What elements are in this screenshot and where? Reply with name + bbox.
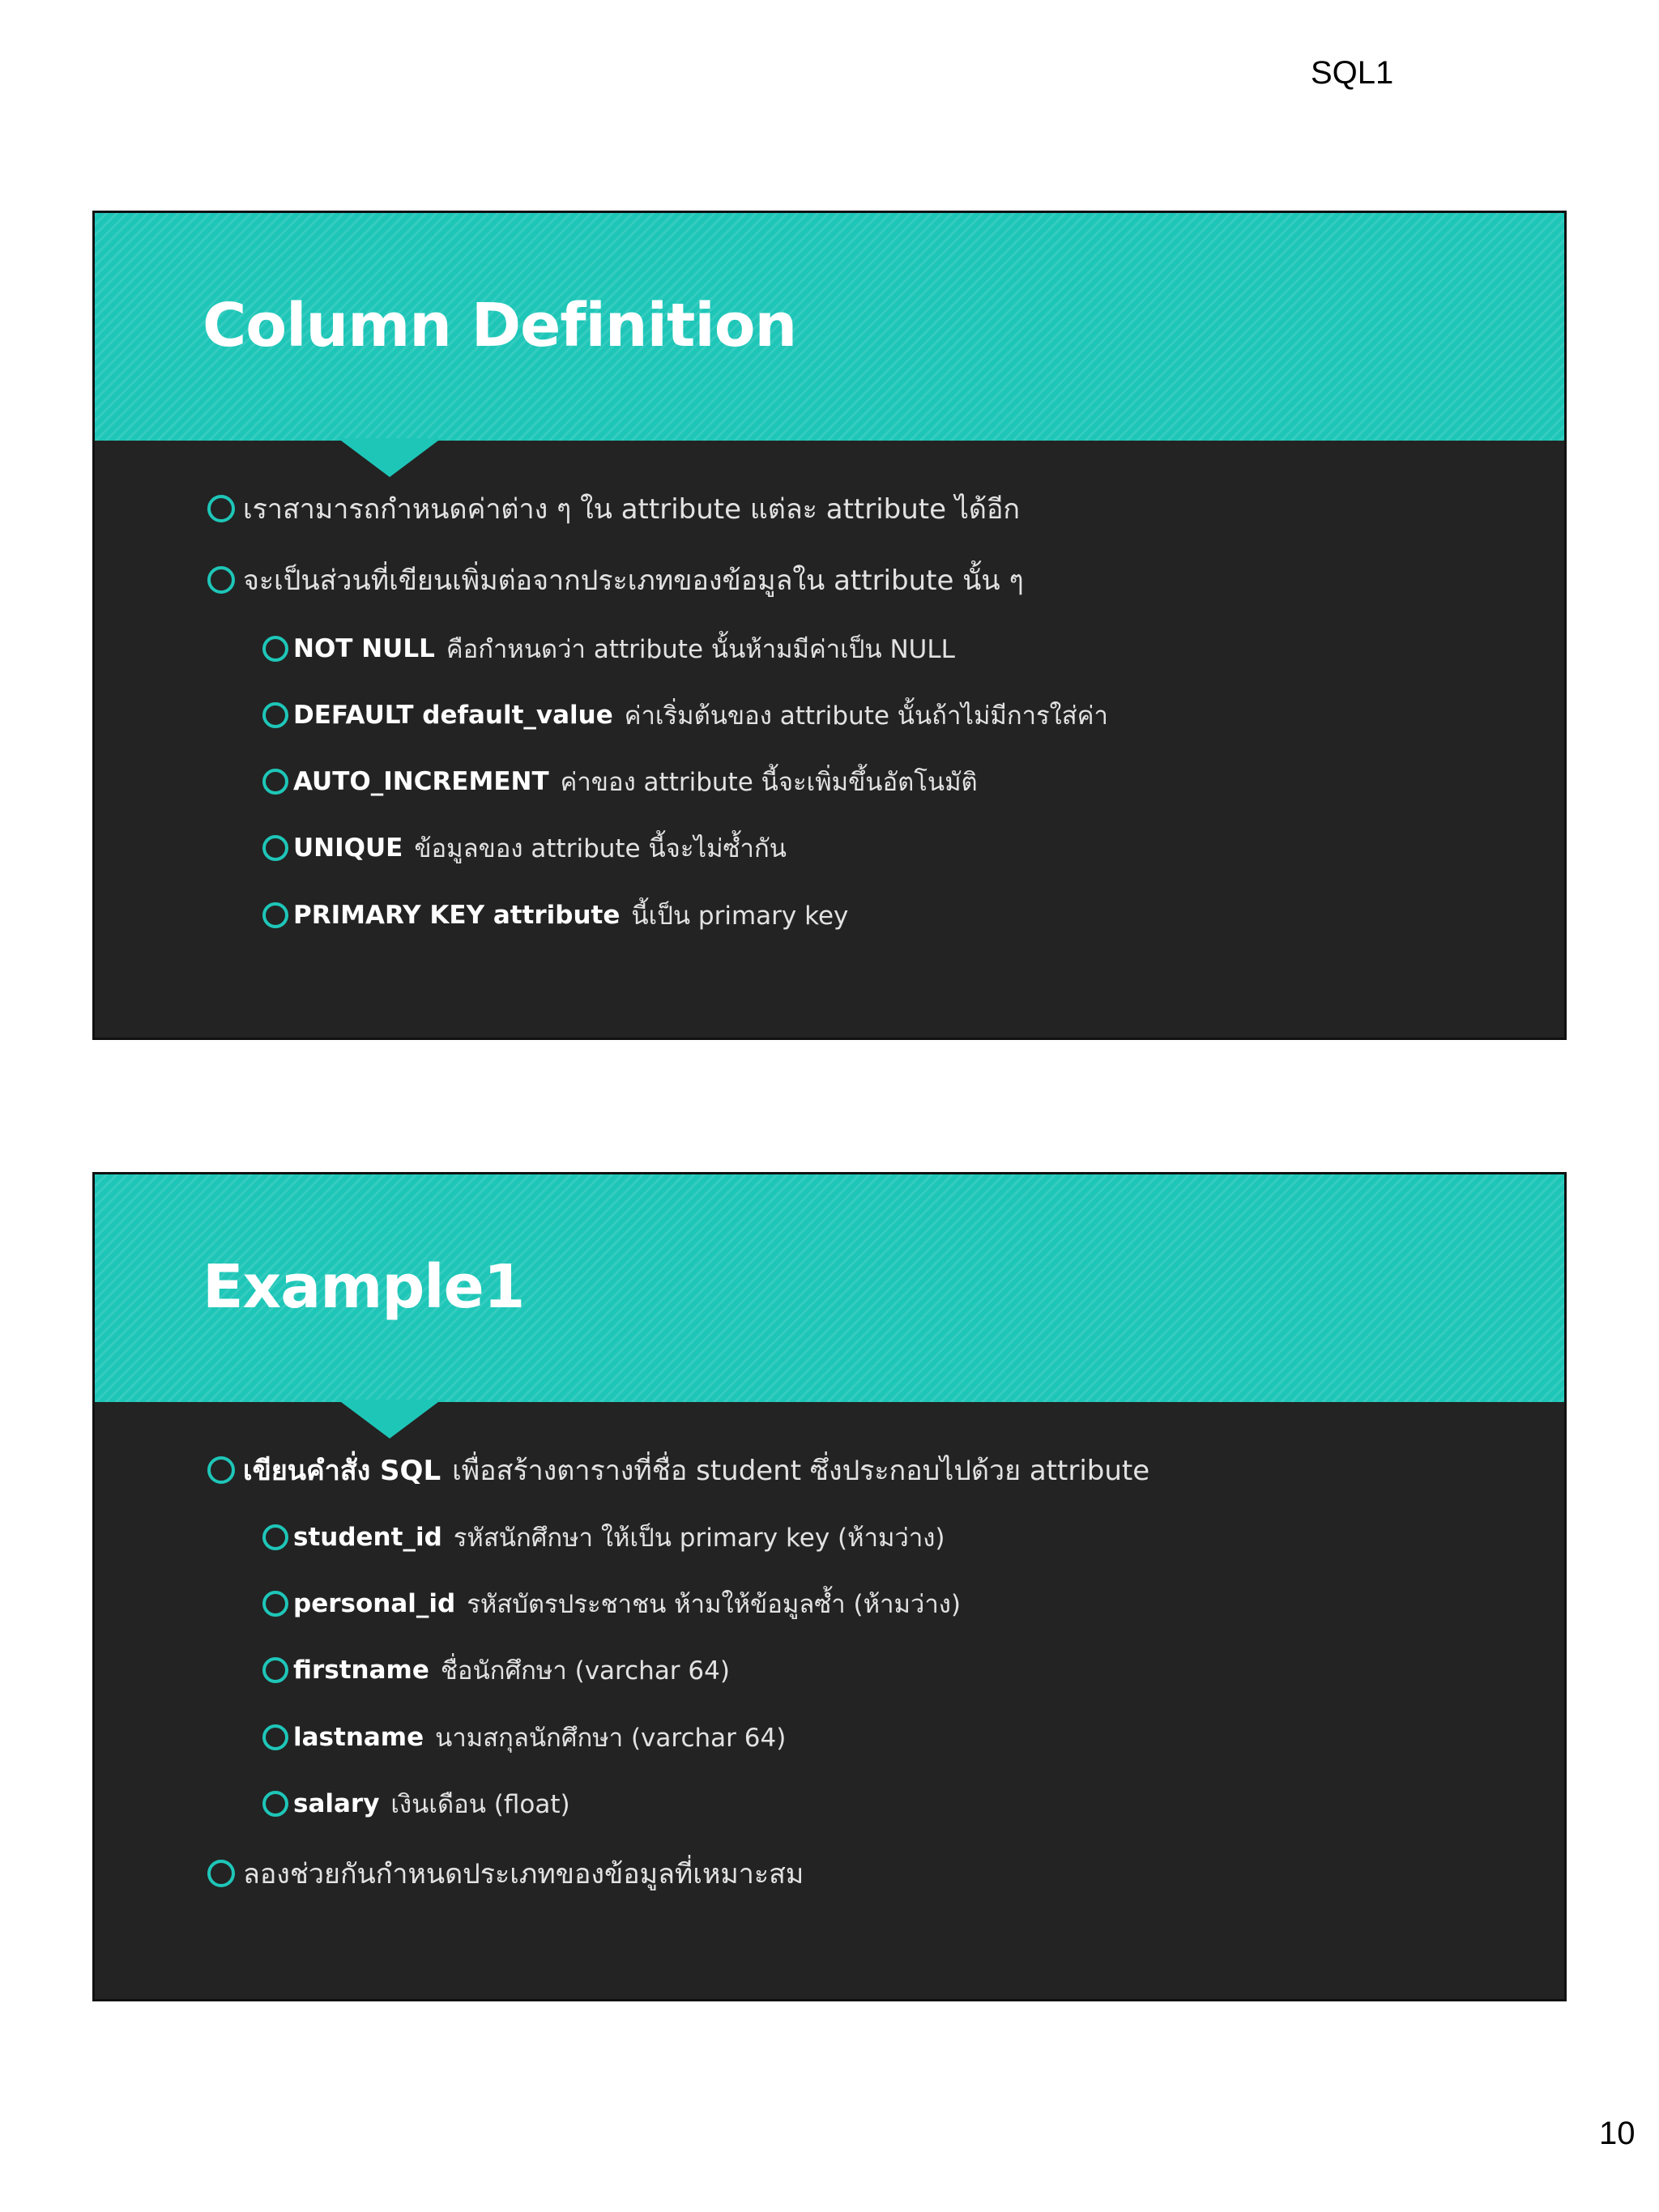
banner-notch xyxy=(338,1400,441,1438)
keyword-firstname: firstname xyxy=(293,1656,429,1685)
sub-bullet-item xyxy=(262,629,955,669)
bullet-ring-icon xyxy=(207,566,235,594)
slide-example1 xyxy=(92,1172,1567,2001)
bullet-ring-icon xyxy=(262,1524,288,1550)
bullet-ring-icon xyxy=(262,1591,288,1617)
sub-bullet-item xyxy=(262,761,978,802)
bullet-ring-icon xyxy=(262,1791,288,1817)
bullet-text: เพื่อสร้างตารางที่ชื่อ student ซึ่งประกอบไปด้วย attribute xyxy=(452,1455,1150,1487)
bullet-text: จะเป็นส่วนที่เขียนเพิ่มต่อจากประเภทของข้อมูลใน attribute นั้น ๆ xyxy=(243,565,1024,597)
bullet-ring-icon xyxy=(207,495,235,522)
bullet-text: คือกำหนดว่า attribute นั้นห้ามมีค่าเป็น NULL xyxy=(446,635,955,664)
bullet-ring-icon xyxy=(262,1724,288,1750)
slide-column-definition xyxy=(92,211,1567,1040)
page-number: 10 xyxy=(1599,2116,1636,2151)
bullet-text: เงินเดือน (float) xyxy=(390,1790,570,1819)
sub-bullet-item xyxy=(262,828,787,868)
bullet-ring-icon xyxy=(207,1860,235,1887)
slide-title: Example1 xyxy=(203,1252,525,1322)
keyword-write-sql: เขียนคำสั่ง SQL xyxy=(243,1455,441,1487)
bullet-ring-icon xyxy=(262,835,288,861)
bullet-text: นามสกุลนักศึกษา (varchar 64) xyxy=(435,1724,787,1753)
bullet-text: นี้เป็น primary key xyxy=(631,901,849,931)
bullet-item xyxy=(207,1448,1149,1492)
bullet-text: เราสามารถกำหนดค่าต่าง ๆ ใน attribute แต่ละ attribute ได้อีก xyxy=(243,493,1021,526)
bullet-ring-icon xyxy=(207,1456,235,1484)
keyword-unique: UNIQUE xyxy=(293,833,403,863)
banner-notch xyxy=(338,438,441,477)
sub-bullet-item xyxy=(262,1583,961,1624)
sub-bullet-item xyxy=(262,1650,730,1690)
bullet-ring-icon xyxy=(262,769,288,795)
keyword-student-id: student_id xyxy=(293,1523,442,1552)
bullet-ring-icon xyxy=(262,702,288,728)
bullet-text: ลองช่วยกันกำหนดประเภทของข้อมูลที่เหมาะสม xyxy=(243,1858,804,1890)
bullet-item xyxy=(207,558,1024,602)
slide-banner xyxy=(95,213,1564,441)
bullet-text: ชื่อนักศึกษา (varchar 64) xyxy=(440,1656,730,1686)
sub-bullet-item xyxy=(262,1784,570,1824)
bullet-text: ค่าของ attribute นี้จะเพิ่มขึ้นอัตโนมัติ xyxy=(560,768,978,797)
bullet-ring-icon xyxy=(262,1657,288,1683)
keyword-default: DEFAULT default_value xyxy=(293,701,613,730)
bullet-text: ข้อมูลของ attribute นี้จะไม่ซ้ำกัน xyxy=(414,834,787,863)
bullet-item xyxy=(207,1852,804,1895)
keyword-lastname: lastname xyxy=(293,1723,424,1752)
keyword-not-null: NOT NULL xyxy=(293,634,435,663)
bullet-item xyxy=(207,487,1020,531)
bullet-text: รหัสบัตรประชาชน ห้ามให้ข้อมูลซ้ำ (ห้ามว่าง) xyxy=(467,1590,961,1619)
slide-banner xyxy=(95,1174,1564,1402)
keyword-auto-increment: AUTO_INCREMENT xyxy=(293,767,549,796)
sub-bullet-item xyxy=(262,895,848,936)
sub-bullet-item xyxy=(262,1517,945,1558)
bullet-text: ค่าเริ่มต้นของ attribute นั้นถ้าไม่มีการใส่ค่า xyxy=(624,701,1108,731)
document-header: SQL1 xyxy=(1311,55,1394,91)
keyword-personal-id: personal_id xyxy=(293,1589,456,1618)
slide-title: Column Definition xyxy=(203,291,797,360)
bullet-text: รหัสนักศึกษา ให้เป็น primary key (ห้ามว่าง) xyxy=(453,1524,945,1553)
keyword-salary: salary xyxy=(293,1789,380,1818)
keyword-primary-key: PRIMARY KEY attribute xyxy=(293,901,621,930)
sub-bullet-item xyxy=(262,1717,786,1758)
bullet-ring-icon xyxy=(262,902,288,928)
bullet-ring-icon xyxy=(262,636,288,662)
sub-bullet-item xyxy=(262,695,1108,735)
